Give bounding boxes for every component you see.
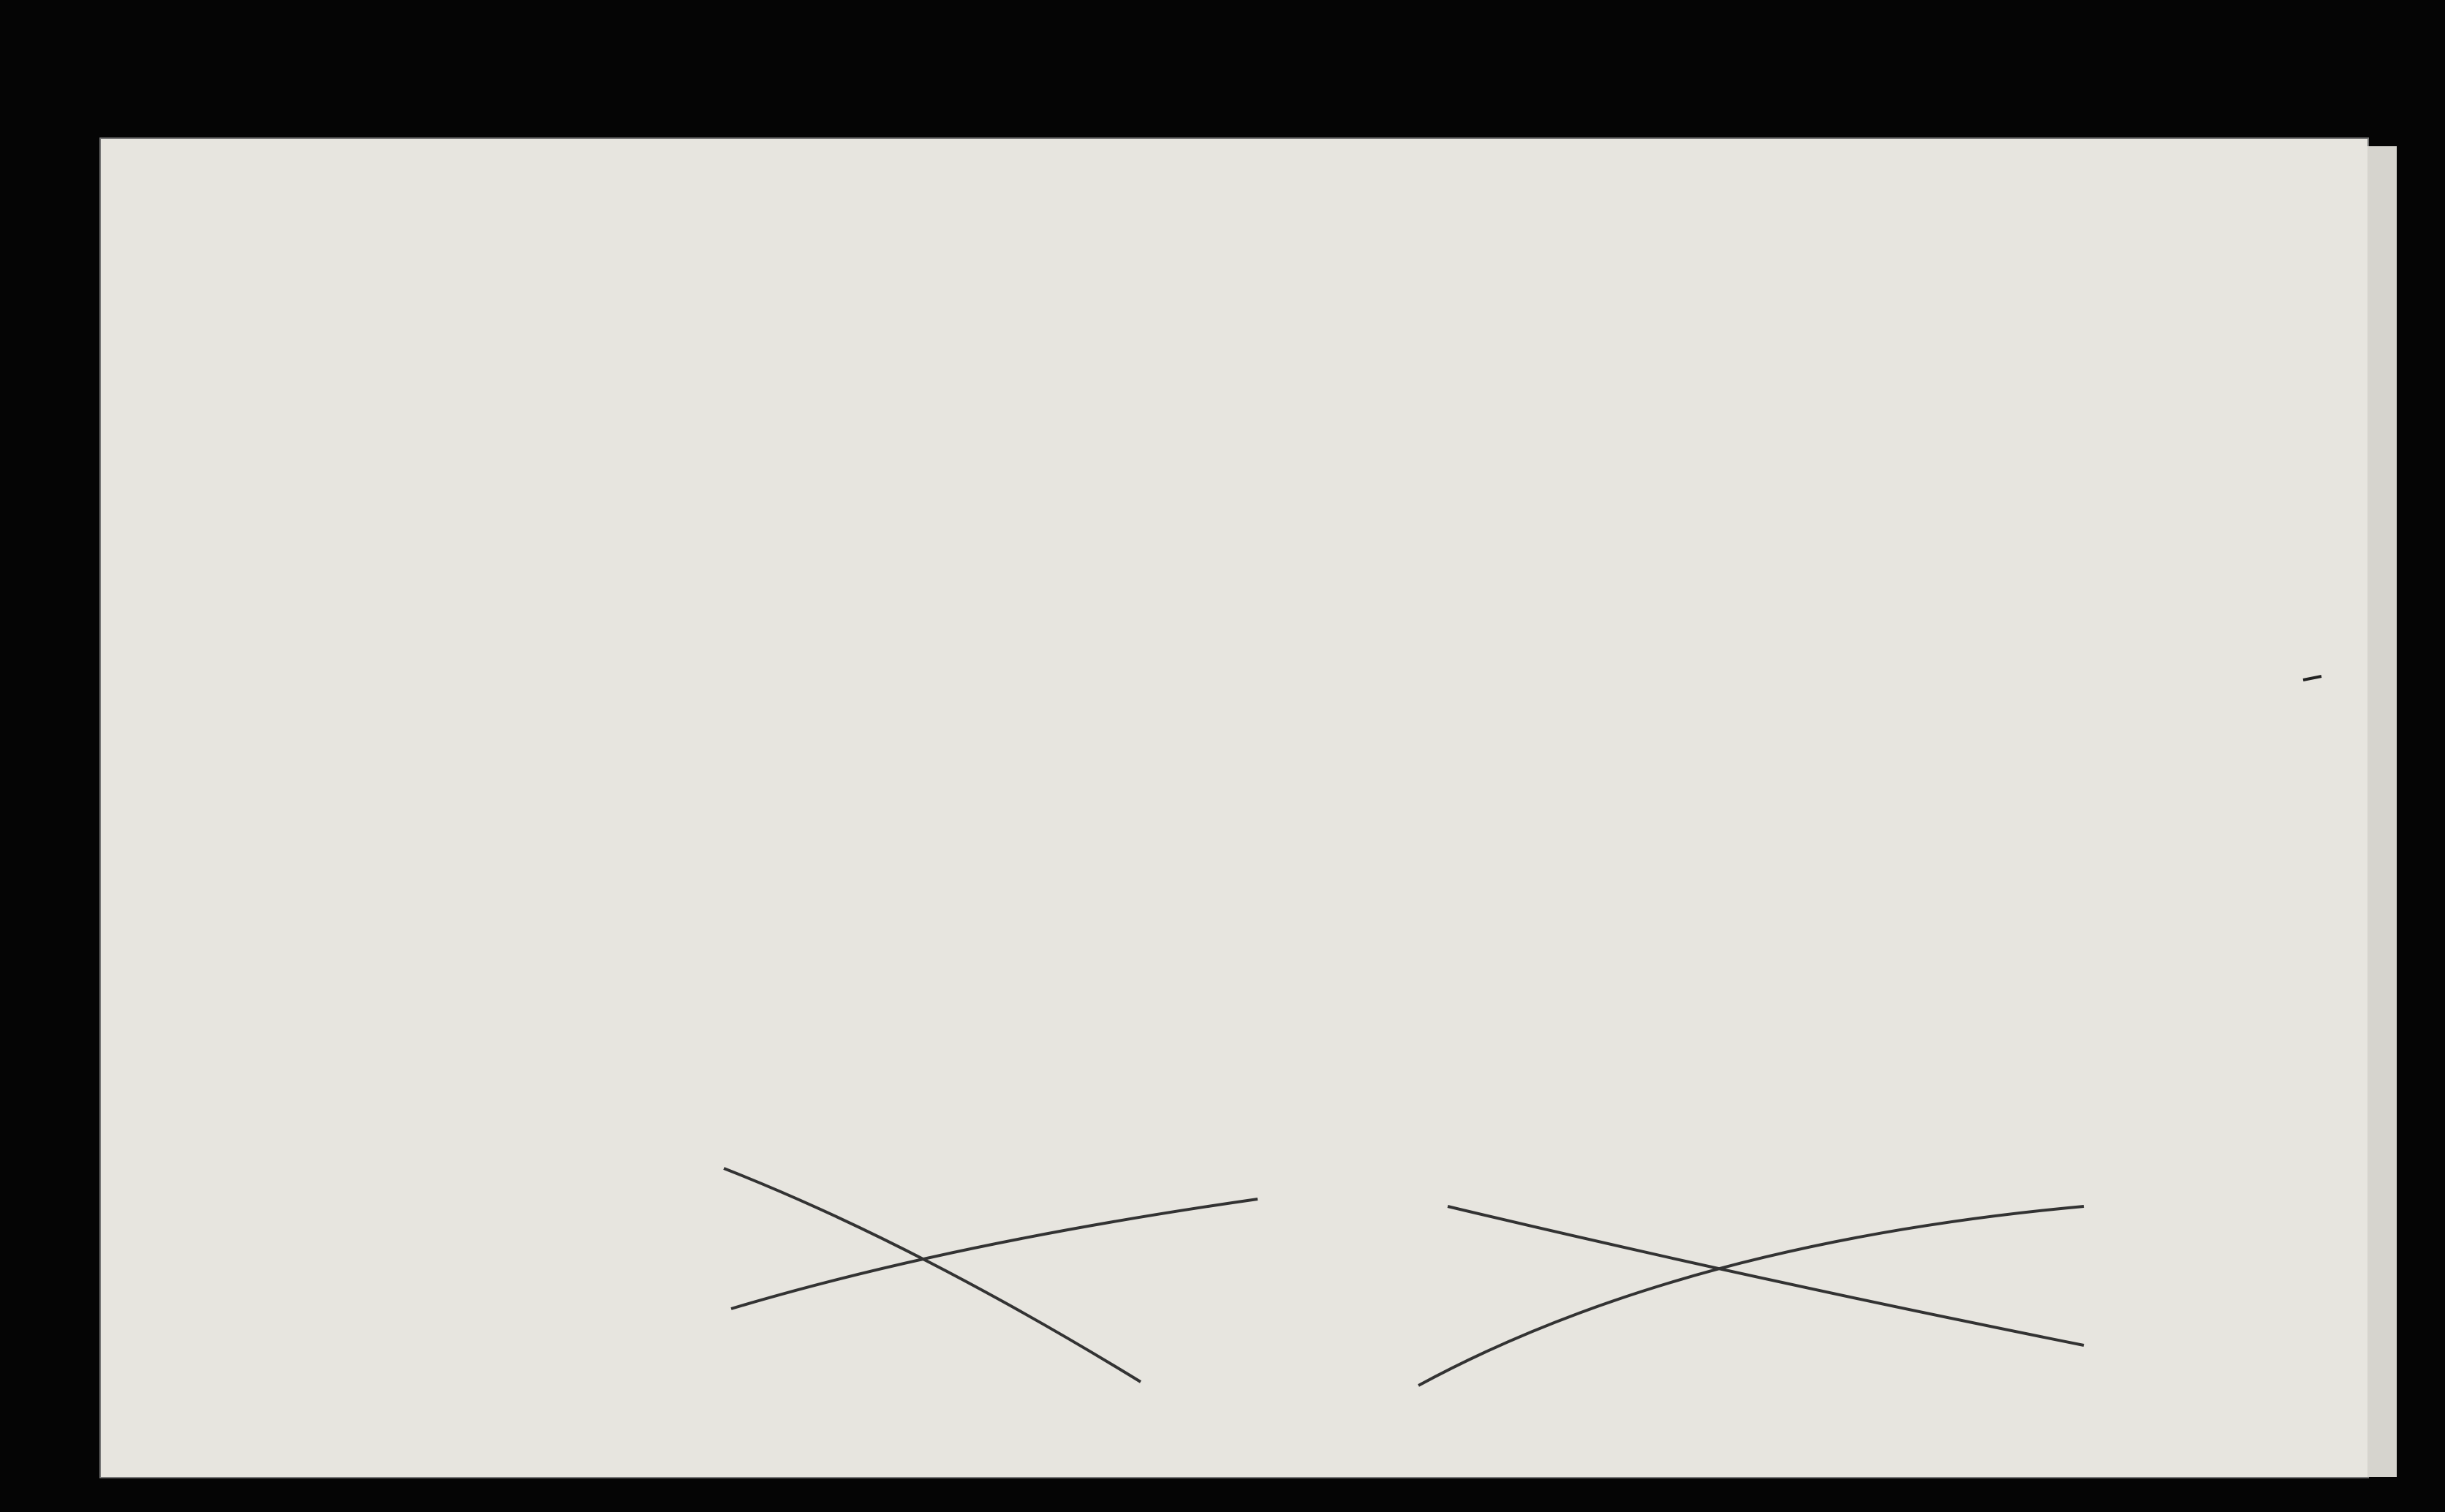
census-card-sheet <box>101 139 2367 1477</box>
page-edge <box>2367 146 2397 1477</box>
